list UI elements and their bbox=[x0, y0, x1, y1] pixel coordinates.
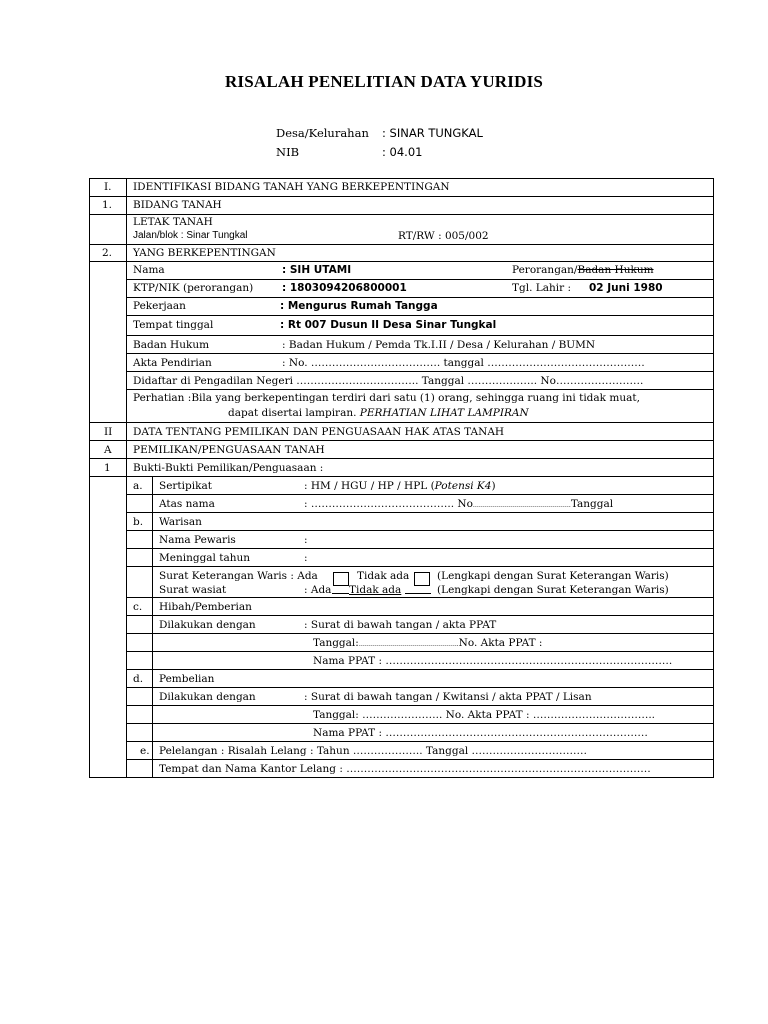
akta-value: : No. ………………………………. tanggal ……………………………………… bbox=[282, 357, 645, 369]
jalan-blok: Jalan/blok : Sinar Tungkal bbox=[133, 230, 248, 241]
sertipikat-value: : HM / HGU / HP / HPL (Potensi K4) bbox=[304, 480, 496, 492]
row-number: A bbox=[104, 444, 112, 456]
c-tanggal: Tanggal:…………………………………………..No. Akta PPAT : bbox=[313, 637, 543, 649]
nama-value: : SIH UTAMI bbox=[282, 264, 352, 276]
meninggal-label: Meninggal tahun bbox=[159, 552, 251, 564]
sub-letter: c. bbox=[133, 601, 143, 613]
wasiat-note: (Lengkapi dengan Surat Keterangan Waris) bbox=[437, 584, 669, 596]
nama-label: Nama bbox=[133, 264, 165, 276]
skw-ada-checkbox[interactable] bbox=[333, 572, 349, 586]
sub-letter: a. bbox=[133, 480, 143, 492]
skw-tidak-checkbox[interactable] bbox=[414, 572, 430, 586]
document-title: RISALAH PENELITIAN DATA YURIDIS bbox=[224, 72, 544, 91]
sub-letter: e. bbox=[140, 745, 150, 757]
ktp-label: KTP/NIK (perorangan) bbox=[133, 282, 254, 294]
tgl-lahir-label: Tgl. Lahir : bbox=[512, 282, 572, 294]
row-number: 2. bbox=[102, 247, 113, 259]
wasiat-tidak: Tidak ada bbox=[349, 584, 402, 596]
ktp-value: : 1803094206800001 bbox=[282, 282, 407, 294]
pewaris-label: Nama Pewaris bbox=[159, 534, 236, 546]
tgl-lahir-value: 02 Juni 1980 bbox=[589, 282, 663, 294]
nib-label: NIB bbox=[276, 145, 300, 159]
sub-letter: d. bbox=[133, 673, 144, 685]
atas-nama-value: : ………………………………….. No………………………………………….Tanggal bbox=[304, 498, 614, 510]
row-number: II bbox=[104, 426, 113, 438]
tempat-label: Tempat tinggal bbox=[133, 319, 214, 331]
pewaris-value: : bbox=[304, 534, 308, 546]
desa-label: Desa/Kelurahan bbox=[276, 126, 369, 140]
d-dilakukan-label: Dilakukan dengan bbox=[159, 691, 256, 703]
section-heading: DATA TENTANG PEMILIKAN DAN PENGUASAAN HAK ATAS TANAH bbox=[133, 426, 505, 438]
pembelian-label: Pembelian bbox=[159, 673, 215, 685]
skw-label: Surat Keterangan Waris : Ada bbox=[159, 570, 318, 582]
perorangan-option: Perorangan/Badan Hukum bbox=[512, 264, 654, 276]
row-heading: BIDANG TANAH bbox=[133, 199, 222, 211]
section-heading: IDENTIFIKASI BIDANG TANAH YANG BERKEPENTINGAN bbox=[133, 181, 450, 193]
dilakukan-label: Dilakukan dengan bbox=[159, 619, 256, 631]
warisan-label: Warisan bbox=[159, 516, 202, 528]
pelelangan-text: Pelelangan : Risalah Lelang : Tahun ……………….. Tanggal …………………………… bbox=[159, 745, 588, 757]
c-nama-ppat: Nama PPAT : ………………………………………………………………………. bbox=[313, 655, 673, 667]
wasiat-label: Surat wasiat bbox=[159, 584, 227, 596]
letak-tanah-label: LETAK TANAH bbox=[133, 216, 213, 228]
row-number: 1 bbox=[104, 462, 111, 474]
pekerjaan-label: Pekerjaan bbox=[133, 300, 186, 312]
badan-hukum-label: Badan Hukum bbox=[133, 339, 210, 351]
d-dilakukan-value: : Surat di bawah tangan / Kwitansi / akta PPAT / Lisan bbox=[304, 691, 592, 703]
didaftar-text: Didaftar di Pengadilan Negeri …………………………….. Tanggal ……………….. No……………………. bbox=[133, 375, 644, 387]
row-heading: PEMILIKAN/PENGUASAAN TANAH bbox=[133, 444, 325, 456]
skw-note: (Lengkapi dengan Surat Keterangan Waris) bbox=[437, 570, 669, 582]
row-number: 1. bbox=[102, 199, 113, 211]
skw-tidak-label: Tidak ada bbox=[357, 570, 410, 582]
row-heading: Bukti-Bukti Pemilikan/Penguasaan : bbox=[133, 462, 324, 474]
rt-rw: RT/RW : 005/002 bbox=[398, 230, 489, 242]
badan-hukum-value: : Badan Hukum / Pemda Tk.I.II / Desa / Kelurahan / BUMN bbox=[282, 339, 596, 351]
dilakukan-value: : Surat di bawah tangan / akta PPAT bbox=[304, 619, 497, 631]
perhatian-line-1: Perhatian :Bila yang berkepentingan terdiri dari satu (1) orang, sehingga ruang ini tidak muat, bbox=[133, 392, 640, 404]
wasiat-ada: : Ada bbox=[304, 584, 332, 596]
row-number: I. bbox=[104, 181, 112, 193]
hibah-label: Hibah/Pemberian bbox=[159, 601, 252, 613]
atas-nama-label: Atas nama bbox=[159, 498, 215, 510]
pekerjaan-value: : Mengurus Rumah Tangga bbox=[280, 300, 438, 312]
tempat-value: : Rt 007 Dusun II Desa Sinar Tungkal bbox=[280, 319, 497, 331]
row-heading: YANG BERKEPENTINGAN bbox=[133, 247, 276, 259]
nib-value: : 04.01 bbox=[382, 145, 423, 159]
d-tanggal: Tanggal: ………………….. No. Akta PPAT : …………………………….. bbox=[313, 709, 655, 721]
sertipikat-label: Sertipikat bbox=[159, 480, 212, 492]
tempat-lelang-text: Tempat dan Nama Kantor Lelang : …………………………………………………………………………… bbox=[159, 763, 651, 775]
perhatian-line-2: dapat disertai lampiran. PERHATIAN LIHAT LAMPIRAN bbox=[228, 407, 529, 419]
akta-label: Akta Pendirian bbox=[133, 357, 212, 369]
d-nama-ppat: Nama PPAT : ………………………………………………………………… bbox=[313, 727, 648, 739]
meninggal-value: : bbox=[304, 552, 308, 564]
sub-letter: b. bbox=[133, 516, 144, 528]
desa-value: : SINAR TUNGKAL bbox=[382, 126, 483, 140]
